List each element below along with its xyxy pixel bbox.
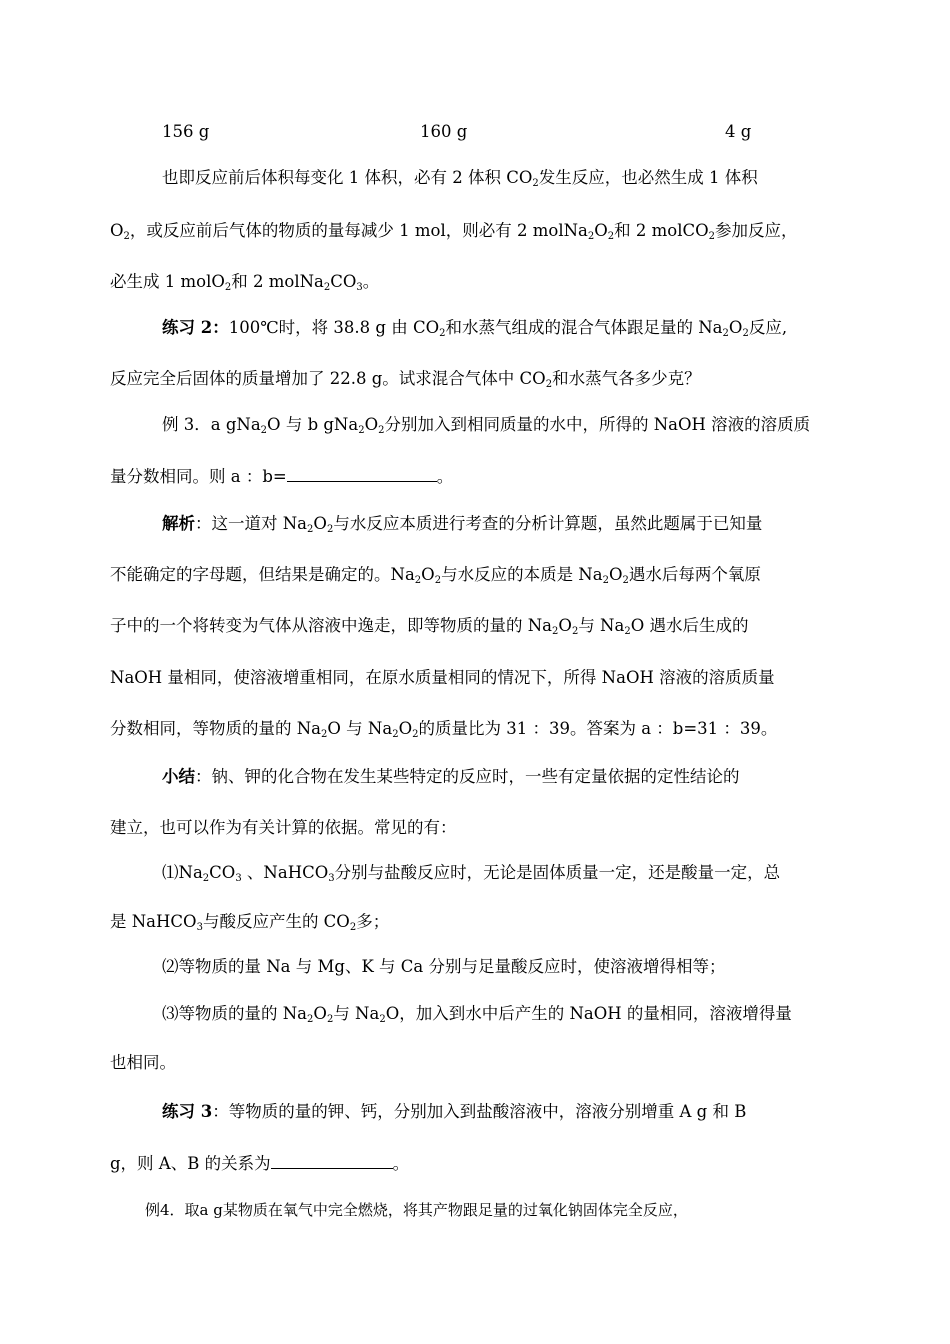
paragraph-line: 子中的一个将转变为气体从溶液中逸走，即等物质的量的 $Na_2O_2$与 $Na_2O$ 遇水后生成的: [110, 616, 749, 637]
answer-blank[interactable]: [271, 1152, 393, 1169]
list-item: ⑶等物质的量的 $Na_2O_2$与 $Na_2O$，加入到水中后产生的 NaOH 的量相同，溶液增得量: [162, 1004, 792, 1025]
list-item: ⑵等物质的量 Na 与 Mg、K 与 Ca 分别与足量酸反应时，使溶液增得相等；: [162, 957, 726, 976]
paragraph-line: 量分数相同。则 a ：b= 。: [110, 467, 454, 486]
summary-line: 小结：钠、钾的化合物在发生某些特定的反应时，一些有定量依据的定性结论的: [162, 767, 740, 786]
paragraph-line: 不能确定的字母题，但结果是确定的。$Na_2O_2$与水反应的本质是 $Na_2O_2$遇水后每两个氧原: [110, 565, 761, 586]
exercise-3: 练习 3：等物质的量的钾、钙，分别加入到盐酸溶液中，溶液分别增重 A g 和 B: [162, 1102, 747, 1121]
exercise-label: 练习 2：: [162, 318, 229, 337]
paragraph-line: 也即反应前后体积每变化 1 体积，必有 2 体积 $CO_2$发生反应，也必然生成 1 体积: [162, 168, 758, 189]
exercise-label: 练习 3: [162, 1102, 213, 1121]
list-item: $⑴Na_2CO_3$ 、NaHCO$_3$分别与盐酸反应时，无论是固体质量一定，还是酸量一定，总: [162, 863, 781, 884]
paragraph-line: $O_2$，或反应前后气体的物质的量每减少 1 mol，则必有 2 $molNa_2O_2$和 2 molCO$_2$参加反应，: [110, 221, 798, 242]
example-4: 例4．取a g某物质在氧气中完全燃烧，将其产物跟足量的过氧化钠固体完全反应，: [145, 1201, 688, 1219]
table-cell: 156 g: [162, 122, 210, 141]
analysis-label: 解析: [162, 514, 195, 533]
paragraph-line: 建立，也可以作为有关计算的依据。常见的有：: [110, 818, 457, 837]
table-cell: 4 g: [725, 122, 752, 141]
paragraph-line: 是 NaHCO$_3$与酸反应产生的 $CO_2$多；: [110, 912, 390, 933]
answer-blank[interactable]: [287, 465, 437, 482]
example-3: 例 3．a gNa$_2$O 与 b $gNa_2O_2$分别加入到相同质量的水中，所得的 NaOH 溶液的溶质质: [162, 415, 811, 436]
analysis-line: 解析：这一道对 $Na_2O_2$与水反应本质进行考查的分析计算题，虽然此题属于已知量: [162, 514, 763, 535]
paragraph-line: 必生成 1 molO$_2$和 2 $molNa_2CO_3$。: [110, 272, 380, 293]
table-cell: 160 g: [420, 122, 468, 141]
paragraph-line: 反应完全后固体的质量增加了 22.8 g。试求混合气体中 $CO_2$和水蒸气各多少克？: [110, 369, 701, 390]
paragraph-line: 也相同。: [110, 1053, 176, 1072]
paragraph-line: NaOH 量相同，使溶液增重相同，在原水质量相同的情况下，所得 NaOH 溶液的溶质质量: [110, 668, 775, 687]
paragraph-line: g，则 A、B 的关系为 。: [110, 1154, 410, 1173]
summary-label: 小结: [162, 767, 195, 786]
exercise-2: 练习 2：100℃时，将 38.8 g 由 $CO_2$和水蒸气组成的混合气体跟足量的 $Na_2O_2$反应,: [162, 318, 788, 339]
paragraph-line: 分数相同，等物质的量的 $Na_2O$ 与 $Na_2O_2$的质量比为 31 ：39。答案为 a ：b=31 ：39。: [110, 719, 778, 740]
